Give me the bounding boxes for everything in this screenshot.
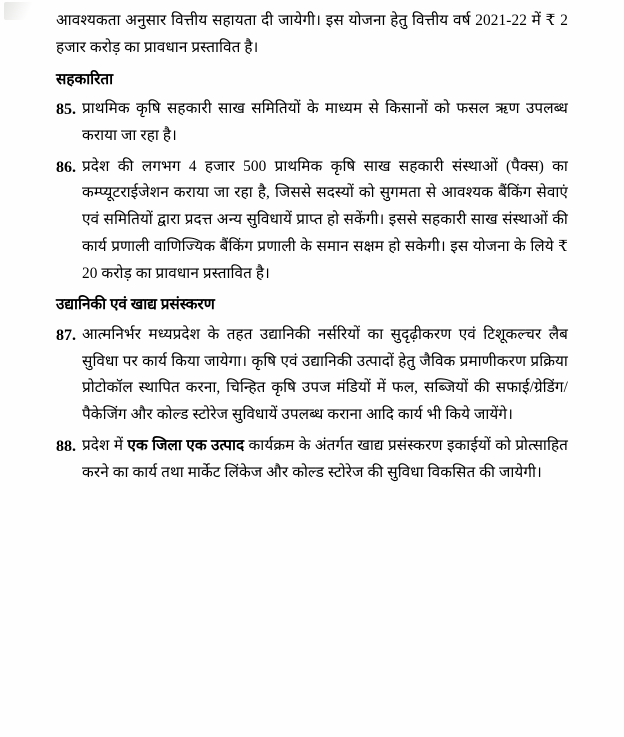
item-text: प्राथमिक कृषि सहकारी साख समितियों के माध्यम से किसानों को फसल ऋण उपलब्ध कराया जा रहा है। xyxy=(82,100,568,144)
item-text-suffix: कार्यक्रम के अंतर्गत खाद्य प्रसंस्करण इकाईयों को प्रोत्साहित करने का कार्य तथा मार्केट लिंकेज और कोल्ड स्टोरेज की सुविधा विकसित की जायेगी। xyxy=(82,436,568,481)
continued-paragraph: आवश्यकता अनुसार वित्तीय सहायता दी जायेगी। इस योजना हेतु वित्तीय वर्ष 2021-22 में ₹ 2 हजार करोड़ का प्रावधान प्रस्तावित है। xyxy=(56,12,568,56)
item-number: 87. xyxy=(56,326,76,344)
page-corner-artifact xyxy=(4,2,38,20)
item-number: 86. xyxy=(56,158,76,176)
item-number: 85. xyxy=(56,101,76,118)
section-heading-horticulture-food-processing: उद्यानिकी एवं खाद्य प्रसंस्करण xyxy=(56,296,215,314)
list-item xyxy=(56,433,568,487)
list-item xyxy=(56,322,568,429)
item-text: प्रदेश की लगभग 4 हजार 500 प्राथमिक कृषि साख सहकारी संस्थाओं (पैक्स) का कम्प्यूटराईजेशन कराया जा रहा है, जिससे सदस्यों को सुगमता से आवश्यक बैंकिंग सेवाएं एवं समितियों द्वारा प्रदत्त अन्य सुविधायें प्राप्त हो सकेंगी। इससे सहकारी साख संस्थाओं की कार्य प्रणाली वाणिज्यिक बैंकिंग प्रणाली के समान सक्षम हो सकेगी। इस योजना के लिये ₹ 20 करोड़ का प्रावधान प्रस्तावित है। xyxy=(82,157,568,282)
item-text-emphasis: एक जिला एक उत्पाद xyxy=(127,436,245,454)
item-number: 88. xyxy=(56,437,76,455)
item-text-prefix: प्रदेश में xyxy=(82,436,128,454)
list-item xyxy=(56,96,568,150)
section-heading-cooperation: सहकारिता xyxy=(56,70,114,88)
item-text: आत्मनिर्भर मध्यप्रदेश के तहत उद्यानिकी नर्सरियों का सुदृढ़ीकरण एवं टिशूकल्चर लैब सुविधा पर कार्य किया जायेगा। कृषि एवं उद्यानिकी उत्पादों हेतु जैविक प्रमाणीकरण प्रक्रिया प्रोटोकॉल स्थापित करना, चिन्हित कृषि उपज मंडियों में फल, सब्जियों की सफाई/ग्रेडिंग/पैकेजिंग और कोल्ड स्टोरेज सुविधायें उपलब्ध कराना आदि कार्य भी किये जायेंगे। xyxy=(82,325,568,424)
list-item xyxy=(56,154,568,288)
item-text xyxy=(82,433,568,487)
